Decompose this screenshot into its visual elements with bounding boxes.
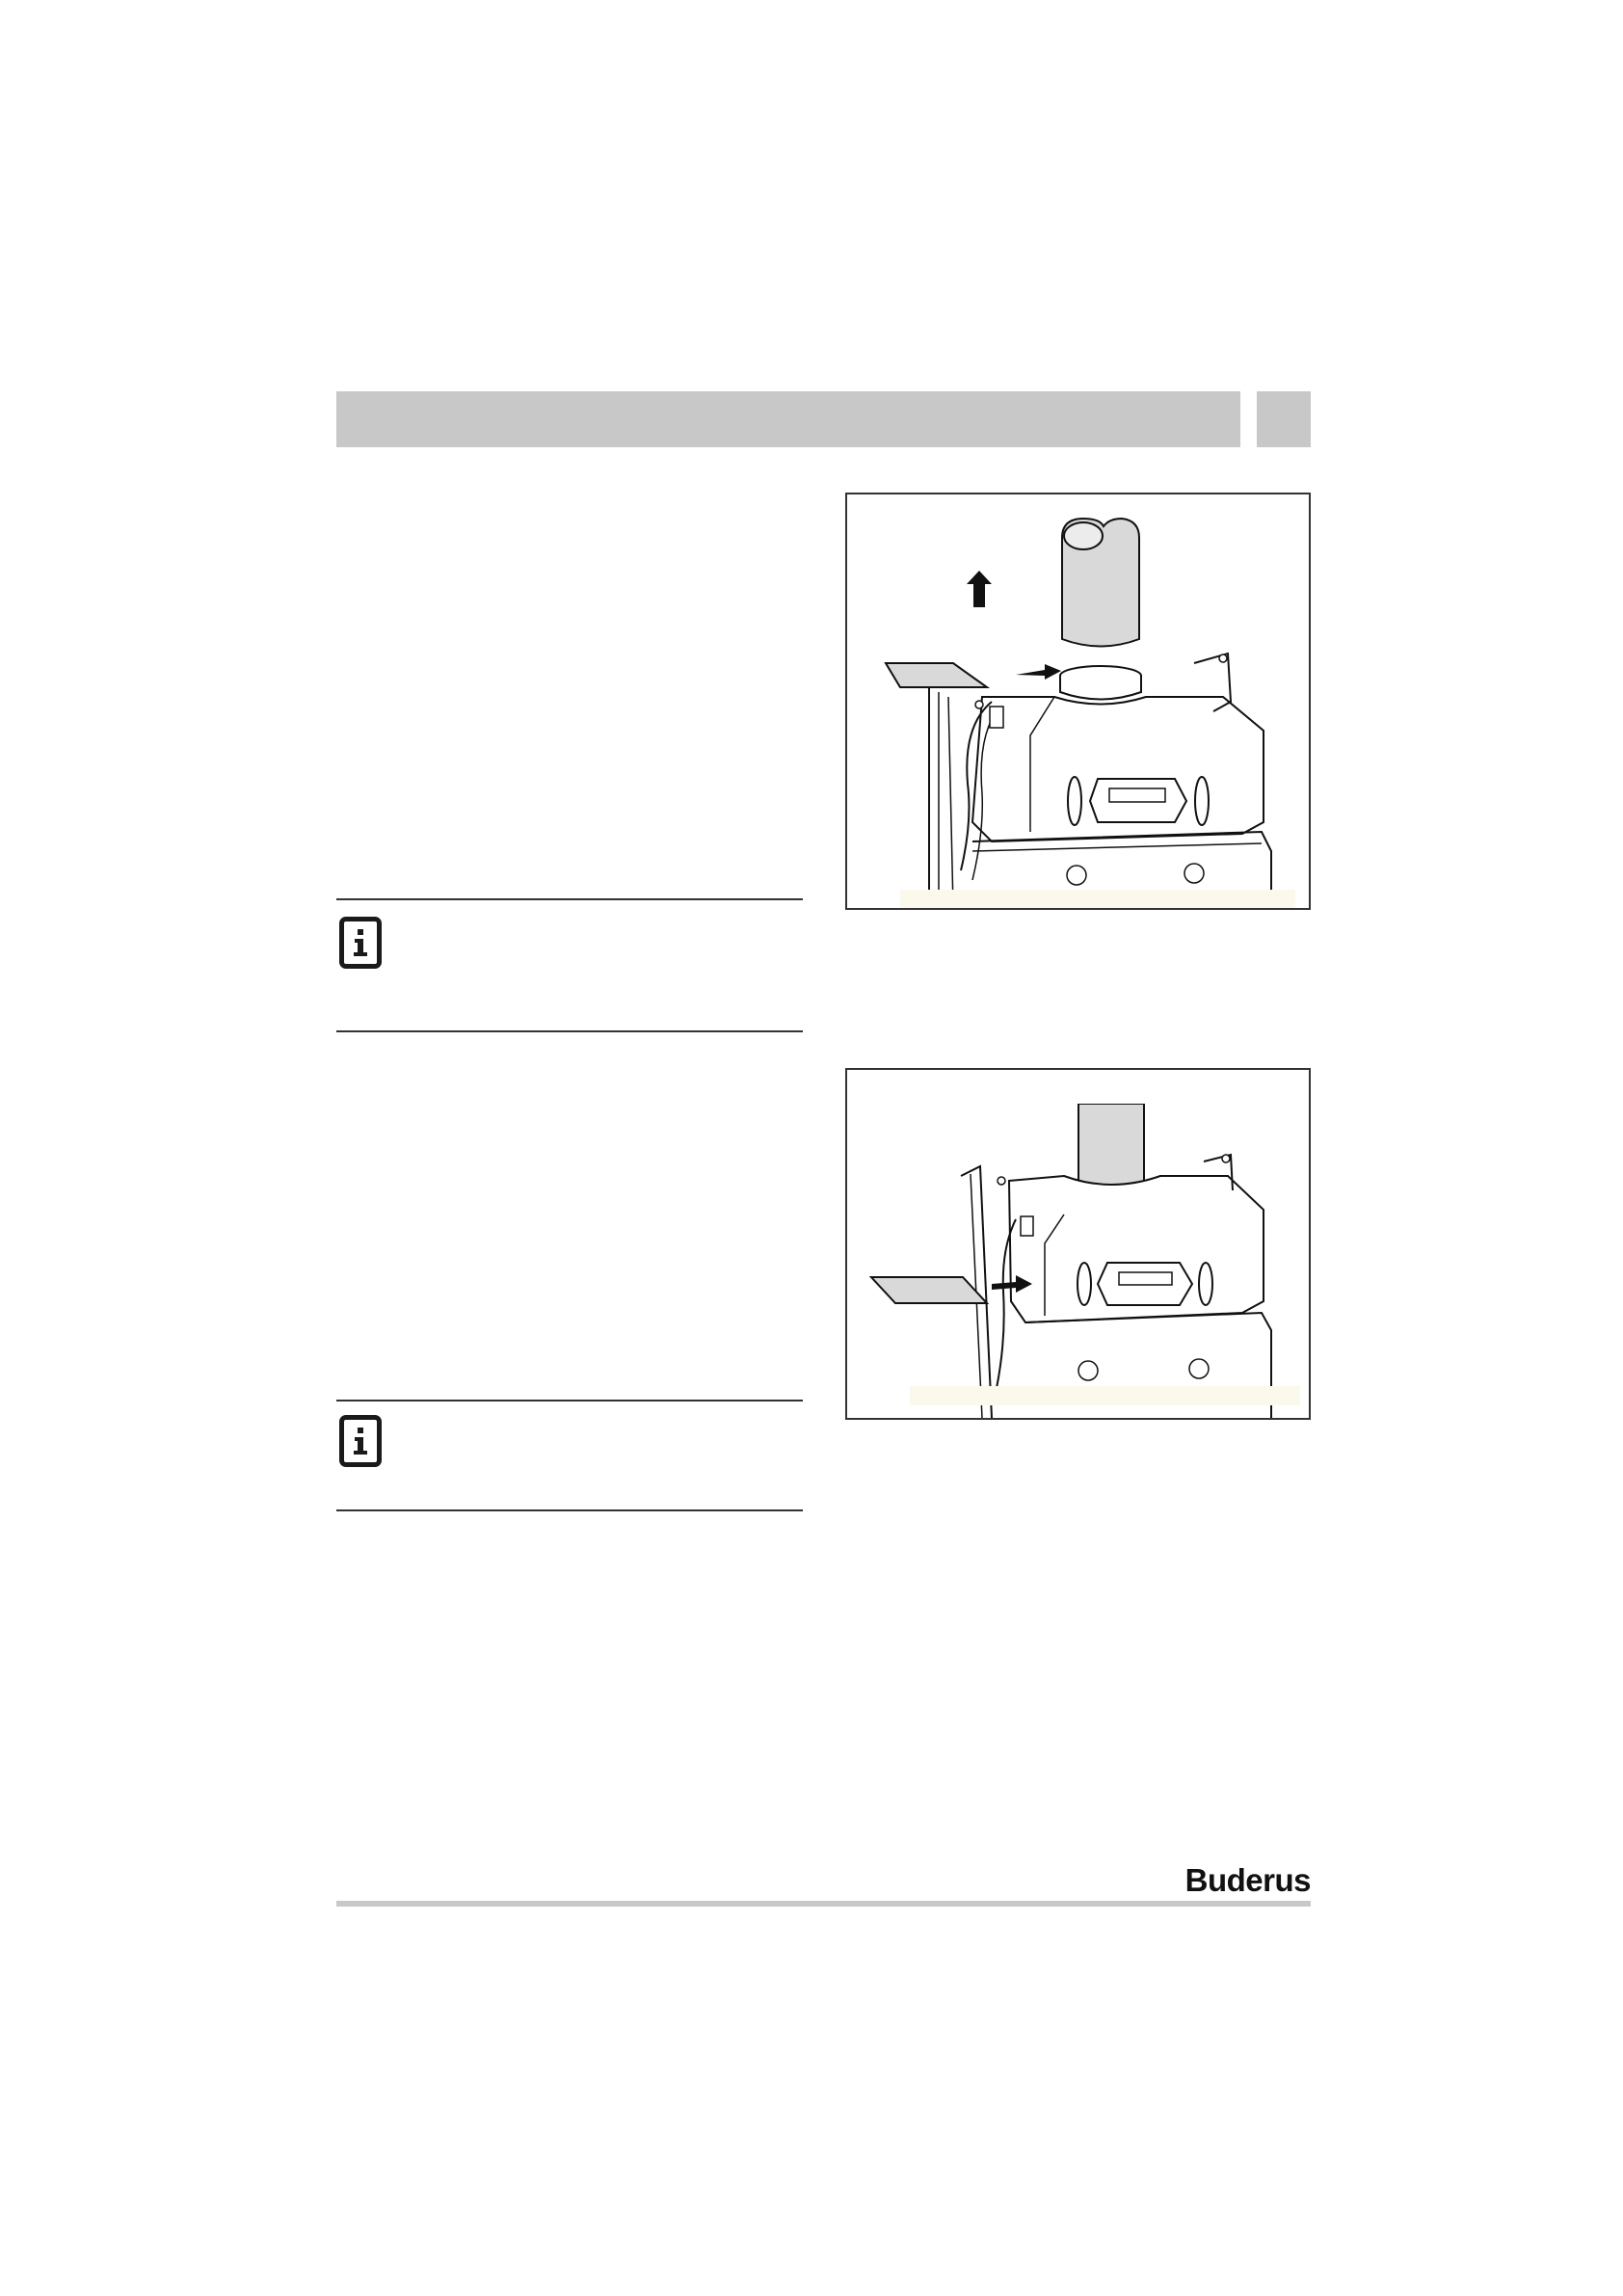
boiler-illustration bbox=[847, 1070, 1309, 1418]
header-bar bbox=[336, 391, 1240, 447]
arrow-up-icon bbox=[967, 571, 992, 607]
brand-logo: Buderus bbox=[1184, 1862, 1311, 1898]
figure-pipe-installed bbox=[845, 1068, 1311, 1420]
figure-pipe-removal bbox=[845, 493, 1311, 910]
info-icon bbox=[339, 1415, 382, 1467]
footer-rule bbox=[336, 1901, 1311, 1907]
header-tab bbox=[1257, 391, 1311, 447]
boiler-illustration bbox=[847, 494, 1309, 908]
note-bottom-rule bbox=[336, 1030, 803, 1032]
arrow-right-icon bbox=[1016, 664, 1061, 680]
note-top-rule bbox=[336, 1400, 803, 1402]
info-icon bbox=[339, 917, 382, 969]
note-top-rule bbox=[336, 898, 803, 900]
note-bottom-rule bbox=[336, 1509, 803, 1511]
